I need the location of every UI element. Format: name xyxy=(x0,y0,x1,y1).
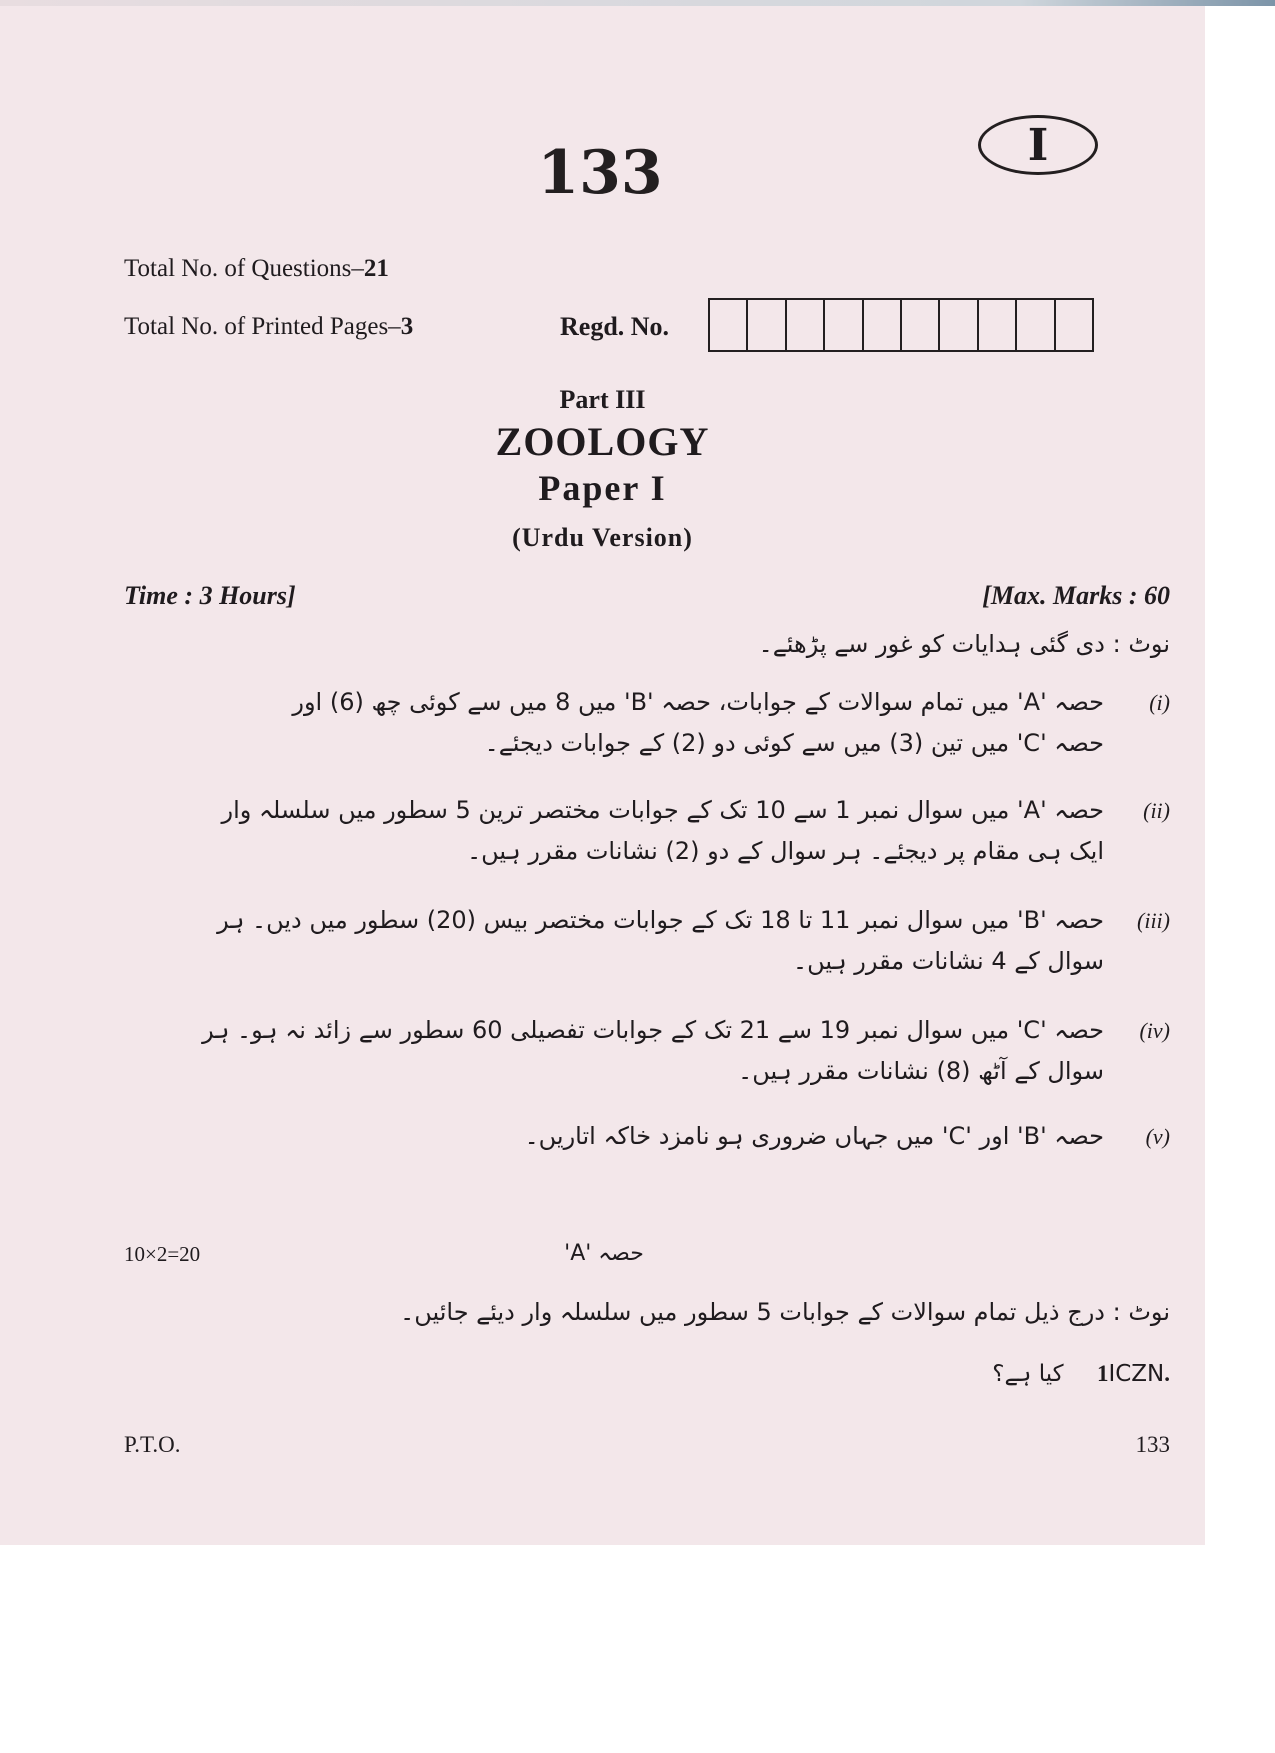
scan-edge xyxy=(0,0,1275,6)
instruction-number: (ii) xyxy=(1143,798,1170,823)
instruction-item xyxy=(124,900,1170,981)
instruction-item xyxy=(124,1010,1170,1091)
total-pages-label: Total No. of Printed Pages– xyxy=(124,313,401,340)
regd-box[interactable] xyxy=(864,300,902,350)
set-code-label: I xyxy=(1027,119,1049,171)
instruction-text-continued: حصہ 'C' میں تین (3) میں سے کوئی دو (2) کے جوابات دیجئے۔ xyxy=(484,729,1104,757)
regd-no-boxes[interactable] xyxy=(708,298,1094,352)
instruction-text: حصہ 'C' میں سوال نمبر 19 سے 21 تک کے جوابات تفصیلی 60 سطور سے زائد نہ ہو۔ ہر xyxy=(202,1016,1104,1044)
question-number: .1 xyxy=(1096,1361,1170,1386)
instruction-number: (i) xyxy=(1149,690,1170,715)
section-a-header xyxy=(124,1238,1100,1270)
time-allowed: Time : 3 Hours] xyxy=(124,581,296,610)
instruction-item xyxy=(124,682,1170,763)
instruction-number: (v) xyxy=(1145,1124,1170,1149)
instruction-text: حصہ 'A' میں سوال نمبر 1 سے 10 تک کے جوابات مختصر ترین 5 سطور میں سلسلہ وار xyxy=(221,796,1104,824)
regd-box[interactable] xyxy=(787,300,825,350)
paper-number: 133 xyxy=(537,138,663,208)
regd-box[interactable] xyxy=(748,300,786,350)
section-a-marks: 10×2=20 xyxy=(124,1242,201,1266)
footer-paper-number: 133 xyxy=(1135,1432,1170,1457)
instruction-text: حصہ 'B' میں سوال نمبر 11 تا 18 تک کے جوابات مختصر بیس (20) سطور میں دیں۔ ہر xyxy=(217,906,1104,934)
total-pages-line xyxy=(124,312,413,342)
regd-box[interactable] xyxy=(710,300,748,350)
regd-box[interactable] xyxy=(1017,300,1055,350)
subject-title: ZOOLOGY xyxy=(495,419,710,464)
instructions-note: نوٹ : دی گئی ہدایات کو غور سے پڑھئے۔ xyxy=(758,630,1170,658)
regd-box[interactable] xyxy=(902,300,940,350)
total-questions-label: Total No. of Questions– xyxy=(124,255,364,282)
regd-box[interactable] xyxy=(825,300,863,350)
section-a-note: نوٹ : درج ذیل تمام سوالات کے جوابات 5 سطور میں سلسلہ وار دیئے جائیں۔ xyxy=(400,1298,1170,1326)
instruction-item xyxy=(124,1116,1170,1157)
scan-margin xyxy=(1205,0,1275,1545)
regd-box[interactable] xyxy=(979,300,1017,350)
total-questions-line xyxy=(124,254,389,284)
instruction-number: (iv) xyxy=(1139,1018,1170,1043)
paper-title: Paper I xyxy=(538,468,667,508)
regd-box[interactable] xyxy=(1056,300,1092,350)
instruction-text: حصہ 'A' میں تمام سوالات کے جوابات، حصہ 'B' میں 8 میں سے کوئی چھ (6) اور xyxy=(292,688,1104,716)
instruction-text-continued: ایک ہی مقام پر دیجئے۔ ہر سوال کے دو (2) نشانات مقرر ہیں۔ xyxy=(467,837,1104,865)
total-questions-value: 21 xyxy=(363,255,389,282)
set-code-badge xyxy=(978,115,1098,175)
instruction-item xyxy=(124,790,1170,871)
instruction-number: (iii) xyxy=(1137,908,1170,933)
instruction-text: حصہ 'B' اور 'C' میں جہاں ضروری ہو نامزد خاکہ اتاریں۔ xyxy=(524,1122,1104,1150)
part-title: Part III xyxy=(559,385,646,414)
instruction-text-continued: سوال کے 4 نشانات مقرر ہیں۔ xyxy=(793,947,1104,975)
version-label: (Urdu Version) xyxy=(512,523,693,552)
total-pages-value: 3 xyxy=(400,313,414,340)
regd-box[interactable] xyxy=(940,300,978,350)
section-a-title: حصہ 'A' xyxy=(564,1241,644,1266)
question-item xyxy=(992,1356,1170,1392)
instruction-text-continued: سوال کے آٹھ (8) نشانات مقرر ہیں۔ xyxy=(738,1057,1104,1085)
pto-label: P.T.O. xyxy=(124,1432,181,1457)
question-text: ICZN کیا ہے؟ xyxy=(992,1361,1165,1387)
regd-no-label: Regd. No. xyxy=(560,312,670,341)
max-marks: [Max. Marks : 60 xyxy=(982,581,1170,610)
